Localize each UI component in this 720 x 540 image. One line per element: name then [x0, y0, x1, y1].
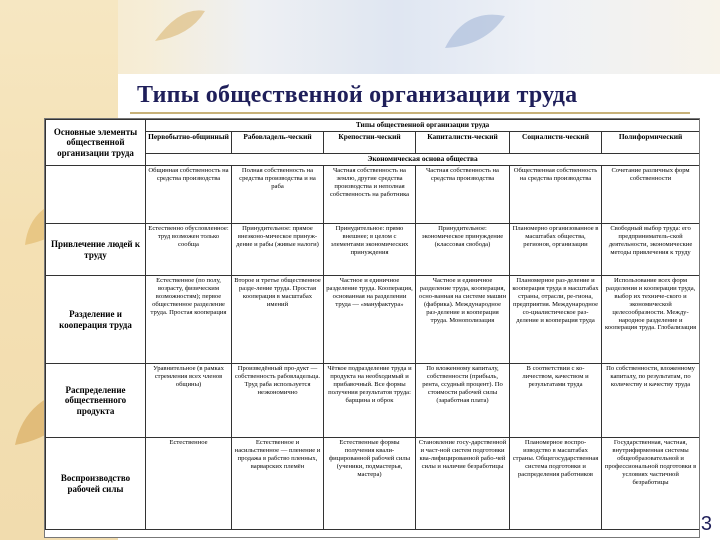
table-cell: Частная собственность на землю, другие средства производства и неполная собственность на работника: [324, 166, 416, 224]
table-cell: Принудительное: прямо внешнее; в целом с элементами экономических принуждения: [324, 224, 416, 276]
table-cell: Государственная, частная, внутрифирменная системы общеобразовательной и профессиональной подготовки в условиях частичной безработицы: [602, 438, 700, 530]
table-cell: Произведённый про-дукт — собственность рабовладельца. Труд раба используется неэкономично: [232, 364, 324, 438]
column-header-slave: Рабовладель-ческий: [232, 132, 324, 154]
column-header-primitive: Первобытно-общинный: [146, 132, 232, 154]
economic-basis-header: Экономическая основа общества: [146, 154, 700, 166]
table-row: [46, 224, 700, 276]
column-header-capitalist: Капиталисти-ческий: [416, 132, 510, 154]
leaf-decoration-2: [440, 8, 510, 53]
table-cell: По собственности, вложенному капиталу, по результатам, по количеству и качеству труда: [602, 364, 700, 438]
table-cell: Естественные формы получения квали-фицированной рабочей силы (ученики, подмастерья, мастера): [324, 438, 416, 530]
table-cell: Планомерно организованное в масштабах общества, регионов, организации: [510, 224, 602, 276]
table-row: [46, 438, 700, 530]
organization-types-table: [44, 118, 700, 538]
row-label: [46, 166, 146, 224]
table-cell: Использование всех форм разделения и кооперации труда, выбор их техниче-ского и экономической целесообразности. Между-народное разделение и кооперация труда. Глобализация: [602, 276, 700, 364]
table-cell: По вложенному капиталу, собственности (прибыль, рента, ссудный процент). По стоимости рабочей силы (заработная плата): [416, 364, 510, 438]
table-cell: Общинная собственность на средства производства: [146, 166, 232, 224]
table-cell: Планомерное воспро-изводство в масштабах страны. Общегосударственная система подготовки и распределения работников: [510, 438, 602, 530]
types-group-header: Типы общественной организации труда: [146, 120, 700, 132]
table-cell: Естественное (по полу, возрасту, физическим возможностям); первое общественное разделение труда. Простая кооперация: [146, 276, 232, 364]
column-header-socialist: Социалисти-ческий: [510, 132, 602, 154]
table-cell: Уравнительное (в рамках стремления всех членов общины): [146, 364, 232, 438]
table-cell: Чёткое подразделение труда и продукта на необходимый и прибавочный. Все формы получения результатов труда: барщина и оброк: [324, 364, 416, 438]
table-cell: Частное и единичное разделение труда. Кооперация, основанная на разделении труда — «мануфактура»: [324, 276, 416, 364]
corner-header: Основные элементы общественной организации труда: [46, 120, 146, 166]
table-cell: Второе и третье общественное разде-ление труда. Простая кооперация в масштабах имений: [232, 276, 324, 364]
slide-title: Типы общественной организации труда: [137, 82, 578, 108]
table-cell: Естественное и насильственное — пленение и продажа в рабство пленных, варварских племён: [232, 438, 324, 530]
page-number: 3: [700, 513, 712, 535]
row-label: Воспроизводство рабочей силы: [46, 438, 146, 530]
table-cell: Полная собственность на средства производства и на раба: [232, 166, 324, 224]
row-label: Привлечение людей к труду: [46, 224, 146, 276]
table-row: [46, 364, 700, 438]
table-cell: Естественно обусловленное: труд возможен только сообща: [146, 224, 232, 276]
table-cell: Свободный выбор труда: его предприниматель-ской деятельности, экономические методы привлечения к труду: [602, 224, 700, 276]
table-cell: Частная собственность на средства производства: [416, 166, 510, 224]
table-cell: Общественная собственность на средства производства: [510, 166, 602, 224]
row-label: Разделение и кооперация труда: [46, 276, 146, 364]
table-row: [46, 276, 700, 364]
table-row: [46, 166, 700, 224]
table-cell: Частное и единичное разделение труда, кооперация, осно-ванная на системе машин (фабрика). Международное раз-деление и кооперация труда. Монополизация: [416, 276, 510, 364]
column-header-polymorphic: Полиформический: [602, 132, 700, 154]
table-cell: Планомерное раз-деление и кооперация труда в масштабах страны, отрасли, ре-гиона, предприятия. Международное со-циалистическое раз-деление и кооперация труда: [510, 276, 602, 364]
row-label: Распределение общественного продукта: [46, 364, 146, 438]
title-divider: [130, 112, 690, 114]
table-cell: Принудительное: прямое внеэконо-мическое принуж-дение и рабы (живые налоги): [232, 224, 324, 276]
table-cell: Становление госу-дарственной и част-ной систем подготовки ква-лифицированной рабо-чей силы и наличие безработицы: [416, 438, 510, 530]
table-cell: Сочетание различных форм собственности: [602, 166, 700, 224]
table-cell: В соответствии с ко-личеством, качеством и результатами труда: [510, 364, 602, 438]
table-cell: Естественное: [146, 438, 232, 530]
column-header-feudal: Крепостни-ческий: [324, 132, 416, 154]
leaf-decoration-1: [150, 6, 210, 46]
table-cell: Принудительное: экономическое принуждение (классовая свобода): [416, 224, 510, 276]
